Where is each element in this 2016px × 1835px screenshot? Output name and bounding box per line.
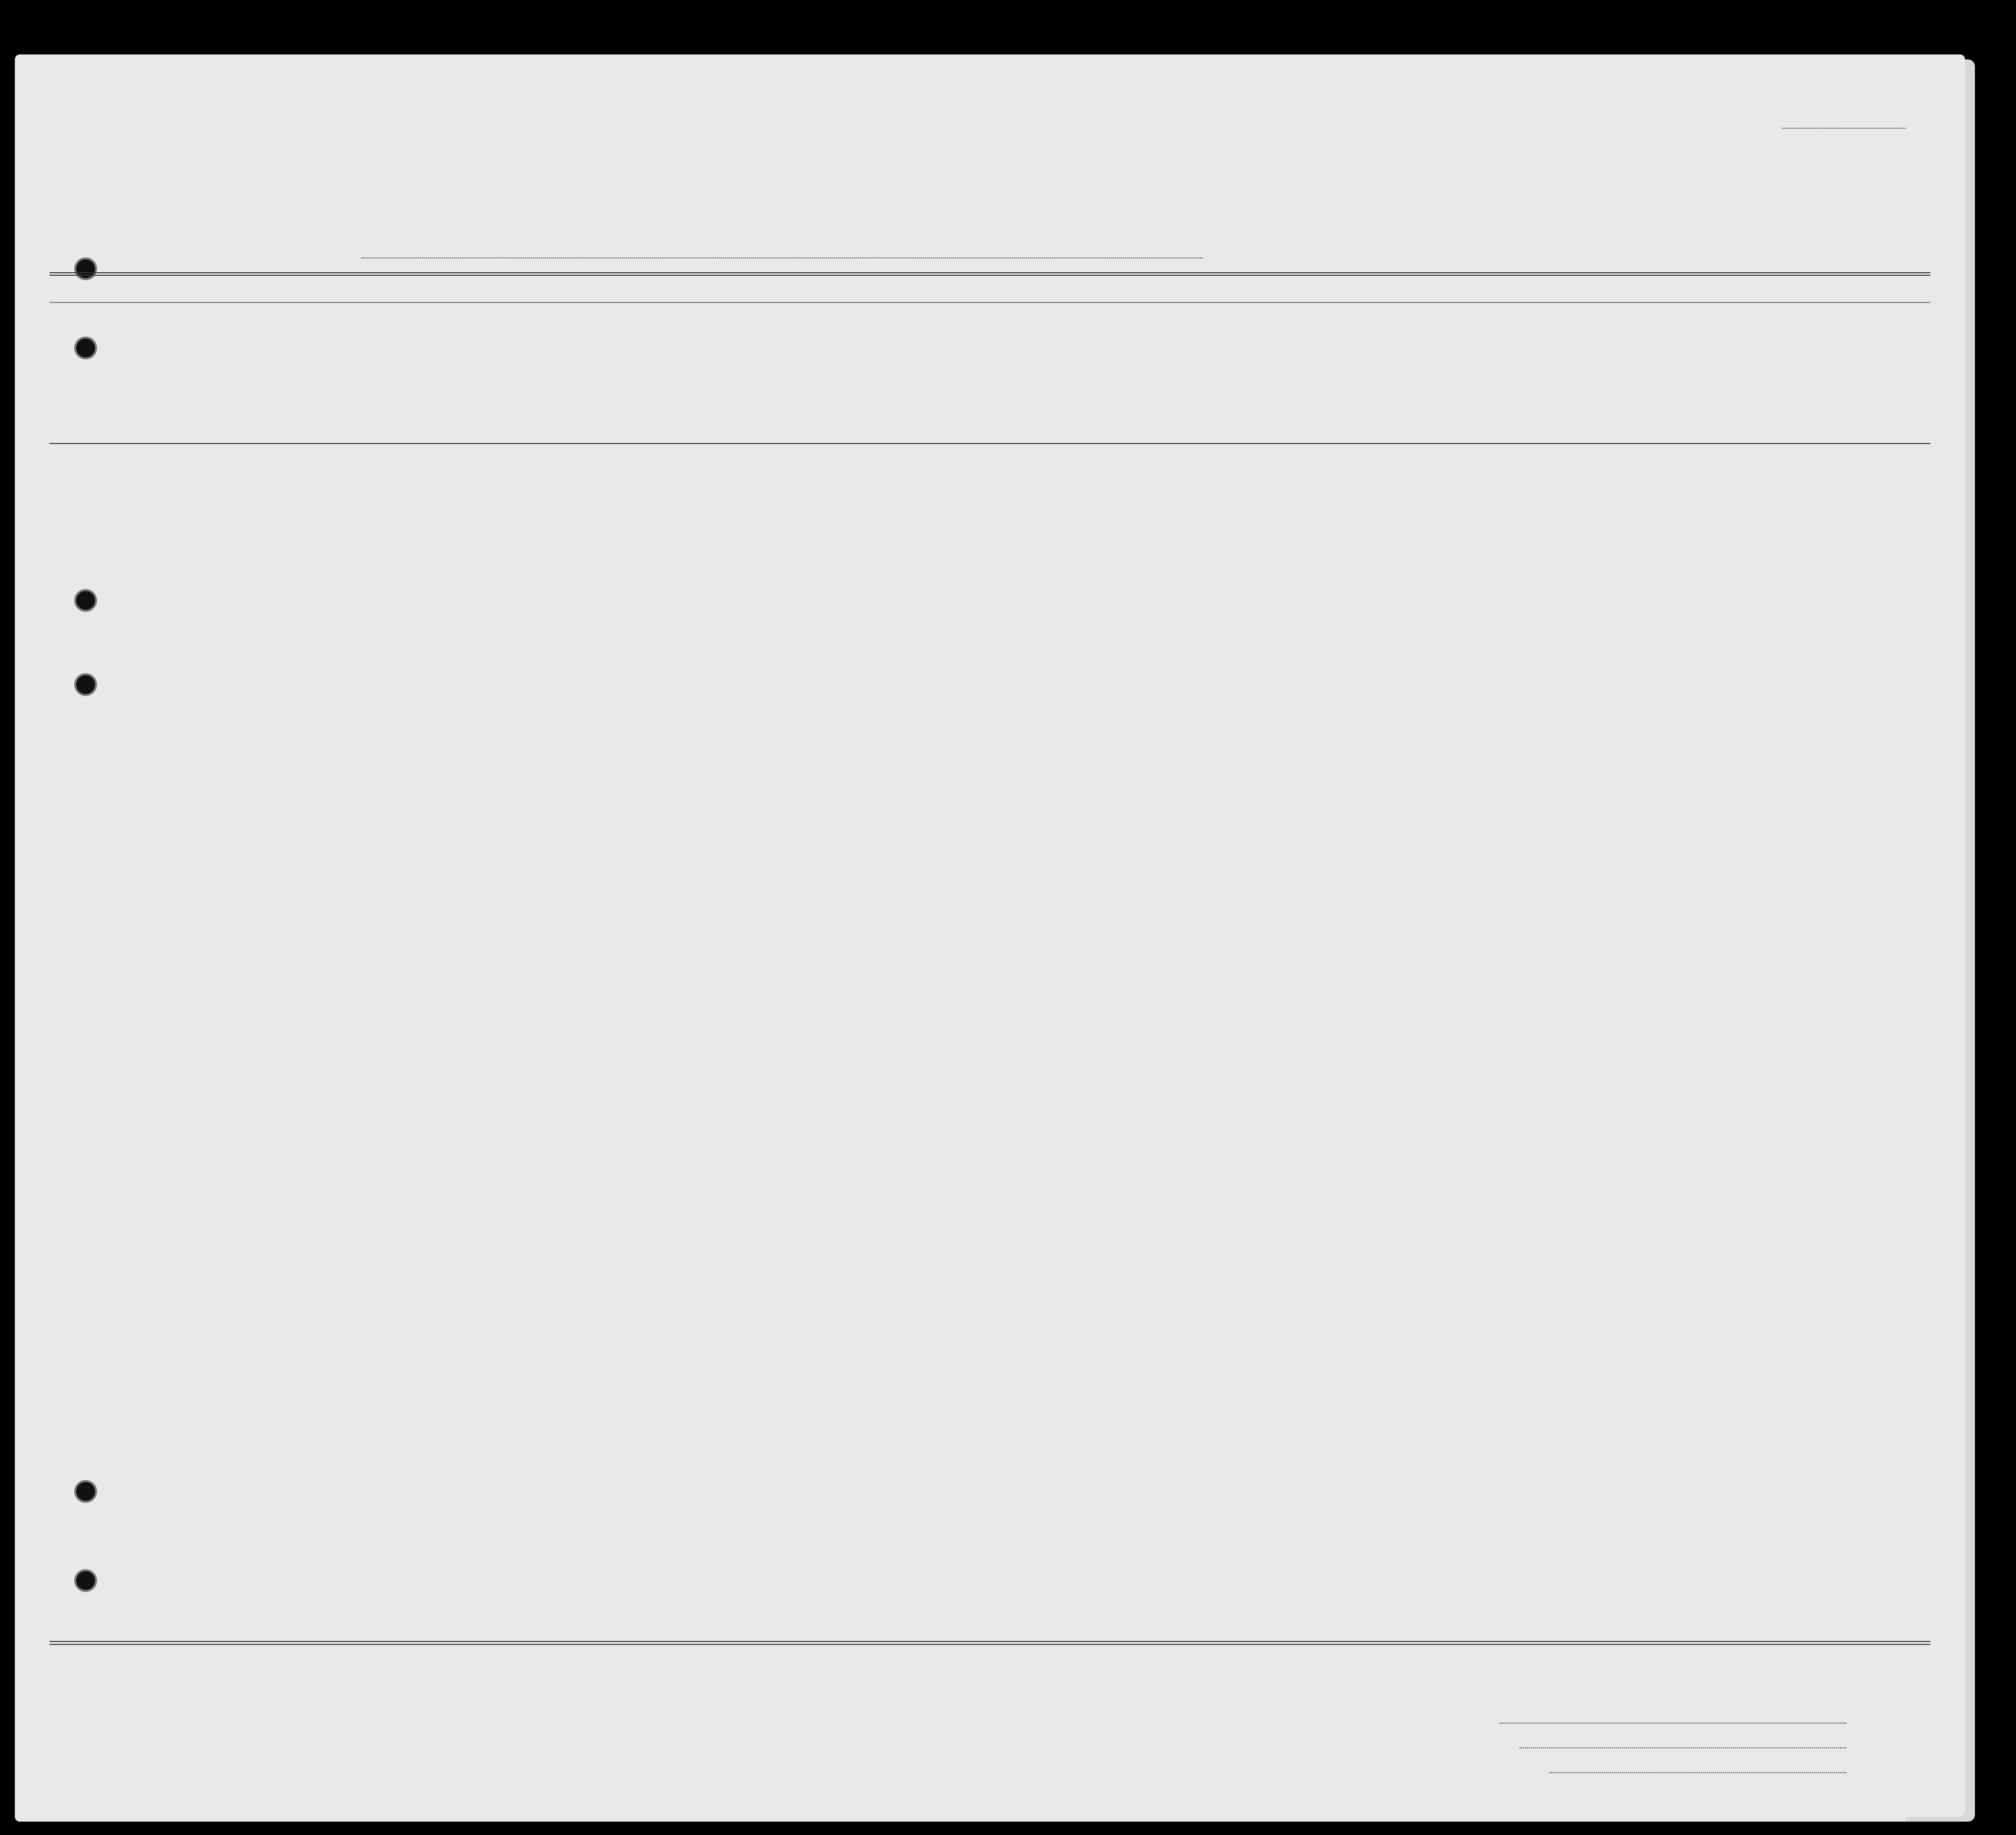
line-field	[1500, 1723, 1846, 1724]
punch-hole	[74, 673, 97, 696]
table-bottom-rule-2	[49, 1644, 1930, 1645]
owners-field	[1520, 1747, 1846, 1748]
table-top-rule	[49, 272, 1930, 273]
table-top-rule-2	[49, 275, 1930, 276]
local-agents-field	[1549, 1772, 1846, 1773]
punch-hole	[74, 337, 97, 359]
punch-hole	[74, 1480, 97, 1503]
header-bottom-rule	[49, 443, 1930, 444]
list-number-line	[1782, 128, 1906, 129]
table-bottom-rule	[49, 1641, 1930, 1642]
port-line	[361, 257, 1203, 258]
punch-hole	[74, 257, 97, 280]
punch-hole	[74, 589, 97, 612]
manifest-page	[15, 54, 1965, 1817]
colnum-rule	[49, 302, 1930, 303]
punch-hole	[74, 1569, 97, 1592]
